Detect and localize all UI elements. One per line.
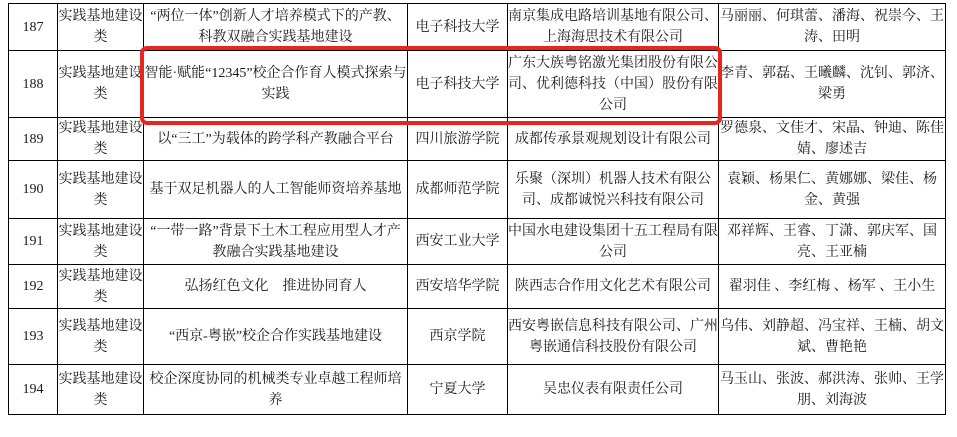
cell-company: 西安粤嵌信息科技有限公司、广州粤嵌通信科技股份有限公司 [508, 309, 719, 365]
cell-index: 190 [9, 161, 58, 219]
cell-university: 成都师范学院 [408, 161, 508, 219]
cell-index: 191 [9, 219, 58, 265]
cell-company: 乐聚（深圳）机器人技术有限公司、成都诚悦兴科技有限公司 [508, 161, 719, 219]
cell-project: “一带一路”背景下土木工程应用型人才产教融合实践基地建设 [144, 219, 408, 265]
cell-team: 袁颖、杨果仁、黄娜娜、梁佳、杨金、黄强 [719, 161, 946, 219]
cell-category: 实践基地建设类 [58, 161, 144, 219]
cell-company: 成都传承景观规划设计有限公司 [508, 118, 719, 161]
table-row [9, 118, 946, 161]
cell-index: 187 [9, 4, 58, 51]
cell-category: 实践基地建设类 [58, 118, 144, 161]
cell-project: “西京-粤嵌”校企合作实践基地建设 [144, 309, 408, 365]
table-row [9, 265, 946, 309]
cell-university: 西安培华学院 [408, 265, 508, 309]
table-row [9, 309, 946, 365]
cell-team: 翟羽佳 、李红梅 、杨军 、王小生 [719, 265, 946, 309]
cell-index: 194 [9, 365, 58, 415]
cell-university: 电子科技大学 [408, 51, 508, 118]
cell-index: 192 [9, 265, 58, 309]
cell-project: 弘扬红色文化 推进协同育人 [144, 265, 408, 309]
cell-company: 广东大族粤铭激光集团股份有限公司、优利德科技（中国）股份有限公司 [508, 51, 719, 118]
cell-university: 西京学院 [408, 309, 508, 365]
project-list-table [8, 3, 946, 415]
cell-index: 188 [9, 51, 58, 118]
cell-category: 实践基地建设类 [58, 219, 144, 265]
cell-university: 四川旅游学院 [408, 118, 508, 161]
table-row [9, 161, 946, 219]
cell-company: 陕西志合作用文化艺术有限公司 [508, 265, 719, 309]
cell-team: 李青、郭磊、王曦麟、沈钊、郭济、梁勇 [719, 51, 946, 118]
cell-team: 马玉山、张波、郝洪涛、张帅、王学朋、刘海波 [719, 365, 946, 415]
cell-index: 189 [9, 118, 58, 161]
cell-team: 邓祥辉、王睿、丁潇、郭庆军、国亮、王亚楠 [719, 219, 946, 265]
cell-company: 吴忠仪表有限责任公司 [508, 365, 719, 415]
cell-team: 乌伟、刘静超、冯宝祥、王楠、胡文斌、曹艳艳 [719, 309, 946, 365]
cell-category: 实践基地建设类 [58, 309, 144, 365]
cell-team: 罗德泉、文佳才、宋晶、钟迪、陈佳婧、廖述吉 [719, 118, 946, 161]
cell-company: 中国水电建设集团十五工程局有限公司 [508, 219, 719, 265]
cell-project: 校企深度协同的机械类专业卓越工程师培养 [144, 365, 408, 415]
cell-project: 以“三工”为载体的跨学科产教融合平台 [144, 118, 408, 161]
cell-project: 智能·赋能“12345”校企合作育人模式探索与实践 [144, 51, 408, 118]
table-row [9, 219, 946, 265]
cell-project: 基于双足机器人的人工智能师资培养基地 [144, 161, 408, 219]
cell-category: 实践基地建设类 [58, 51, 144, 118]
cell-university: 电子科技大学 [408, 4, 508, 51]
table-row [9, 365, 946, 415]
cell-index: 193 [9, 309, 58, 365]
cell-university: 西安工业大学 [408, 219, 508, 265]
cell-category: 实践基地建设类 [58, 365, 144, 415]
table-row-highlighted [9, 51, 946, 118]
cell-project: “两位一体”创新人才培养模式下的产教、科教双融合实践基地建设 [144, 4, 408, 51]
cell-university: 宁夏大学 [408, 365, 508, 415]
cell-category: 实践基地建设类 [58, 4, 144, 51]
cell-category: 实践基地建设类 [58, 265, 144, 309]
cell-company: 南京集成电路培训基地有限公司、上海海思技术有限公司 [508, 4, 719, 51]
table-row [9, 4, 946, 51]
cell-team: 马丽丽、何琪蕾、潘海、祝崇今、王涛、田明 [719, 4, 946, 51]
